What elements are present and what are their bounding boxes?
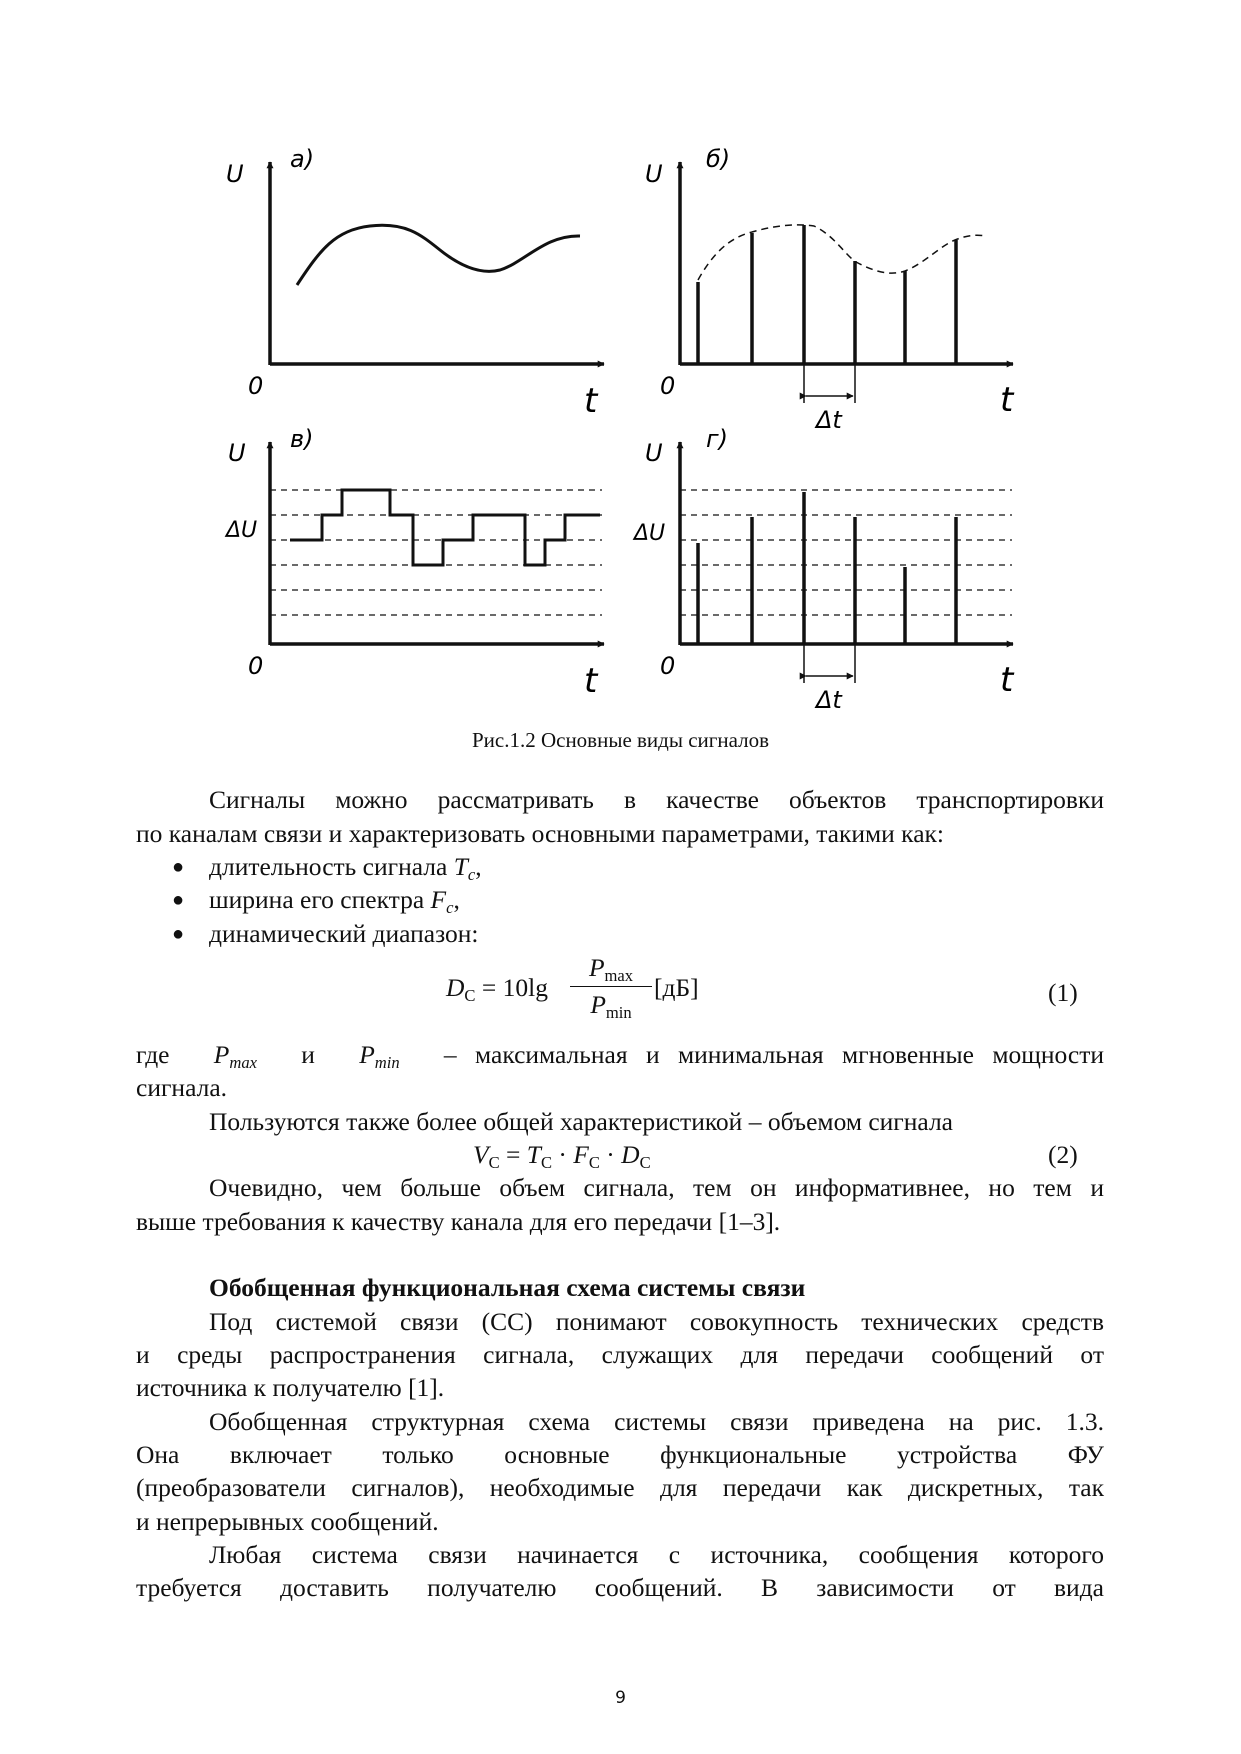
equation-2-number: (2) (1048, 1140, 1078, 1169)
section-heading: Обобщенная функциональная схема системы связи (209, 1273, 806, 1302)
para3-line-2: требуется доставить получателю сообщений. В зависимости от вида (136, 1573, 1104, 1602)
bullet-marker: ● (172, 889, 185, 911)
panel-g-levels (680, 490, 1012, 615)
intro-line-2: по каналам связи и характеризовать основными параметрами, такими как: (136, 819, 944, 848)
panel-b (645, 145, 1015, 434)
panel-g-label: г) (706, 425, 728, 453)
panel-a-continuous-curve (297, 225, 580, 285)
panel-a-x-label: t (584, 381, 598, 421)
bullet-item-1: длительность сигнала $T_c$, (209, 852, 482, 884)
panel-v-levels (270, 490, 602, 615)
equation-1-number: (1) (1048, 978, 1078, 1007)
panel-g-y-label: U (645, 439, 663, 467)
panel-b-dt-label: Δt (816, 406, 842, 434)
panel-v-y-label: U (228, 439, 246, 467)
para1-line-3: источника к получателю [1]. (136, 1373, 445, 1402)
bullet-item-3: динамический диапазон: (209, 919, 479, 948)
obvious-line-2: выше требования к качеству канала для его передачи [1–3]. (136, 1207, 781, 1236)
para2-line-4: и непрерывных сообщений. (136, 1507, 439, 1536)
panel-v-staircase (290, 490, 600, 565)
signal-types-figure (0, 0, 1241, 760)
panel-b-label: б) (706, 145, 731, 173)
para1-line-2: и среды распространения сигнала, служащих для передачи сообщений от (136, 1340, 1104, 1369)
panel-a-y-label: U (226, 160, 244, 188)
page-number: 9 (615, 1688, 626, 1708)
para2-line-1: Обобщенная структурная схема системы связи приведена на рис. 1.3. (209, 1407, 1104, 1436)
panel-a-label: а) (290, 145, 315, 173)
where-line-2: сигнала. (136, 1073, 228, 1102)
panel-b-y-label: U (645, 160, 663, 188)
panel-b-x-label: t (1000, 380, 1014, 420)
panel-g-dt-label: Δt (816, 686, 842, 714)
panel-g-origin: 0 (660, 652, 676, 680)
para1-line-1: Под системой связи (СС) понимают совокупность технических средств (209, 1307, 1104, 1336)
panel-g-x-label: t (1000, 660, 1014, 700)
panel-b-origin: 0 (660, 372, 676, 400)
panel-a (226, 145, 604, 421)
figure-caption: Рис.1.2 Основные виды сигналов (471, 728, 770, 752)
panel-g (632, 425, 1015, 714)
panel-v-x-label: t (584, 661, 598, 701)
bullet-marker: ● (172, 856, 185, 878)
volume-intro: Пользуются также более общей характеристикой – объемом сигнала (209, 1107, 953, 1136)
intro-line-1: Сигналы можно рассматривать в качестве объектов транспортировки (209, 785, 1104, 814)
obvious-line-1: Очевидно, чем больше объем сигнала, тем он информативнее, но тем и (209, 1173, 1104, 1202)
panel-v-label: в) (290, 425, 314, 453)
para2-line-3: (преобразователи сигналов), необходимые для передачи как дискретных, так (136, 1473, 1104, 1502)
panel-v-origin: 0 (248, 652, 264, 680)
where-line-1: где $P_{max}$ и $P_{min}$ – максимальная и минимальная мгновенные мощности (136, 1040, 1104, 1072)
panel-v (224, 425, 604, 701)
para3-line-1: Любая система связи начинается с источника, сообщения которого (209, 1540, 1104, 1569)
panel-v-du-label: ΔU (226, 518, 258, 543)
bullet-marker: ● (172, 923, 185, 945)
panel-a-origin: 0 (248, 372, 264, 400)
panel-g-du-label: ΔU (634, 521, 666, 546)
panel-b-envelope (698, 225, 985, 280)
equation-2: $V_C = T_C \cdot F_C \cdot D_C$ (473, 1140, 651, 1172)
para2-line-2: Она включает только основные функциональные устройства ФУ (136, 1440, 1104, 1469)
bullet-item-2: ширина его спектра $F_c$, (209, 885, 460, 917)
